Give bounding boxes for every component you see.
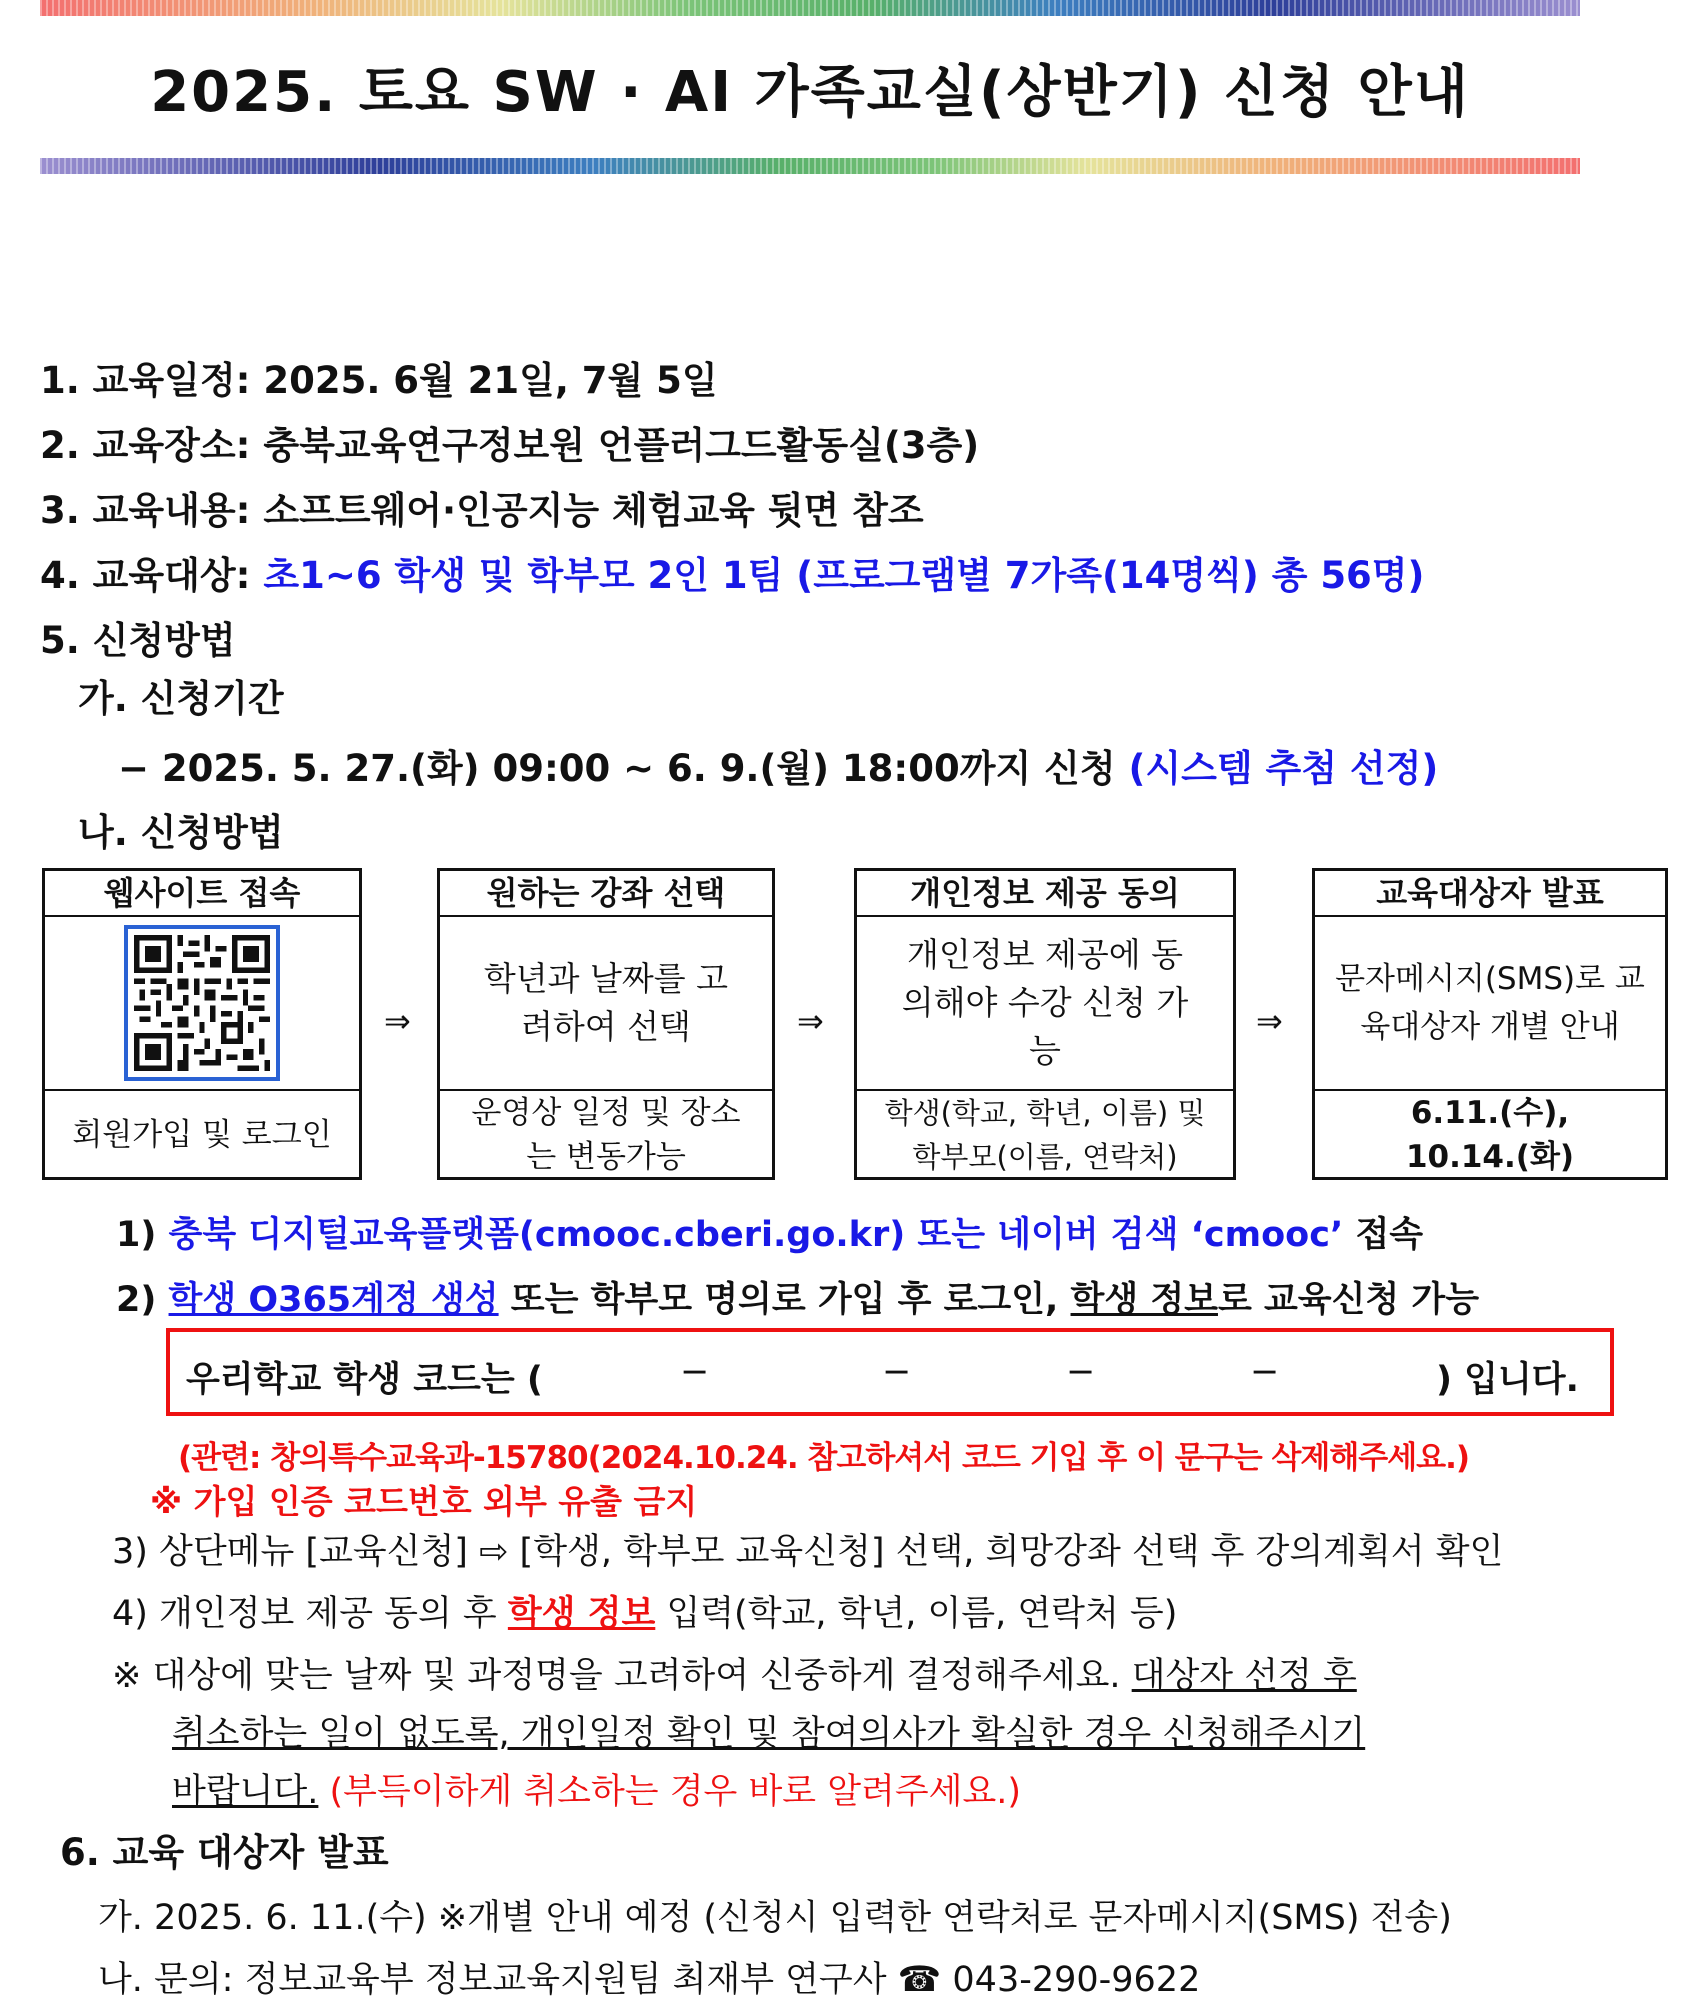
period-dates: − 2025. 5. 27.(화) 09:00 ~ 6. 9.(월) 18:00까지 신청 (시스템 추첨 선정) [118,747,1439,790]
item-content: 3. 교육내용: 소프트웨어·인공지능 체험교육 뒷면 참조 [40,489,924,532]
school-code-box: 우리학교 학생 코드는 ( − − − − ) 입니다. [166,1328,1614,1416]
flow-step-announce: 교육대상자 발표 문자메시지(SMS)로 교육대상자 개별 안내 6.11.(수), 10.14.(화) [1312,868,1668,1180]
method-heading: 나. 신청방법 [78,811,284,854]
step-1: 1) 충북 디지털교육플랫폼(cmooc.cberi.go.kr) 또는 네이버 검색 ‘cmooc’ 접속 [116,1215,1424,1255]
notice-line-1: ※ 대상에 맞는 날짜 및 과정명을 고려하여 신중하게 결정해주세요. 대상자 선정 후 [112,1656,1357,1696]
arrow-right-icon: ⇒ [1256,1002,1283,1040]
step-2: 2) 학생 O365계정 생성 또는 학부모 명의로 가입 후 로그인, 학생 정보로 교육신청 가능 [116,1280,1480,1320]
top-rainbow-bar [40,0,1580,16]
step-3: 3) 상단메뉴 [교육신청] ⇨ [학생, 학부모 교육신청] 선택, 희망강좌 선택 후 강의계획서 확인 [112,1532,1504,1572]
item-method: 5. 신청방법 [40,619,236,662]
notice-line-2: 취소하는 일이 없도록, 개인일정 확인 및 참여의사가 확실한 경우 신청해주시기 [172,1714,1366,1754]
o365-account-link[interactable]: 학생 O365계정 생성 [168,1280,499,1320]
qr-code-icon[interactable] [124,925,280,1081]
announce-heading: 6. 교육 대상자 발표 [60,1831,389,1874]
page-title: 2025. 토요 SW · AI 가족교실(상반기) 신청 안내 [150,60,1470,125]
arrow-right-icon: ⇒ [384,1002,411,1040]
contact-info: 나. 문의: 정보교육부 정보교육지원팀 최재부 연구사 ☎ 043-290-9622 [98,1960,1201,2000]
item-location: 2. 교육장소: 충북교육연구정보원 언플러그드활동실(3층) [40,424,980,467]
platform-link[interactable]: 충북 디지털교육플랫폼(cmooc.cberi.go.kr) 또는 네이버 검색 ‘cmooc’ [168,1215,1344,1255]
bottom-rainbow-bar [40,158,1580,174]
item-schedule: 1. 교육일정: 2025. 6월 21일, 7월 5일 [40,359,718,402]
flow-step-consent: 개인정보 제공 동의 개인정보 제공에 동의해야 수강 신청 가능 학생(학교, 학년, 이름) 및 학부모(이름, 연락처) [854,868,1236,1180]
flow-step-website: 웹사이트 접속 회원가입 및 로그인 [42,868,362,1180]
item-target: 4. 교육대상: 초1~6 학생 및 학부모 2인 1팀 (프로그램별 7가족(14명씩) 총 56명) [40,554,1425,597]
arrow-right-icon: ⇒ [797,1002,824,1040]
step-4: 4) 개인정보 제공 동의 후 학생 정보 입력(학교, 학년, 이름, 연락처 등) [112,1594,1178,1634]
notice-line-3: 바랍니다. (부득이하게 취소하는 경우 바로 알려주세요.) [172,1772,1022,1812]
period-heading: 가. 신청기간 [78,677,284,720]
flow-step-select: 원하는 강좌 선택 학년과 날짜를 고려하여 선택 운영상 일정 및 장소는 변동가능 [437,868,775,1180]
security-warning: ※ 가입 인증 코드번호 외부 유출 금지 [150,1482,698,1521]
announce-date: 가. 2025. 6. 11.(수) ※개별 안내 예정 (신청시 입력한 연락처로 문자메시지(SMS) 전송) [98,1898,1452,1938]
related-note: (관련: 창의특수교육과-15780(2024.10.24. 참고하셔서 코드 기입 후 이 문구는 삭제해주세요.) [178,1440,1470,1476]
